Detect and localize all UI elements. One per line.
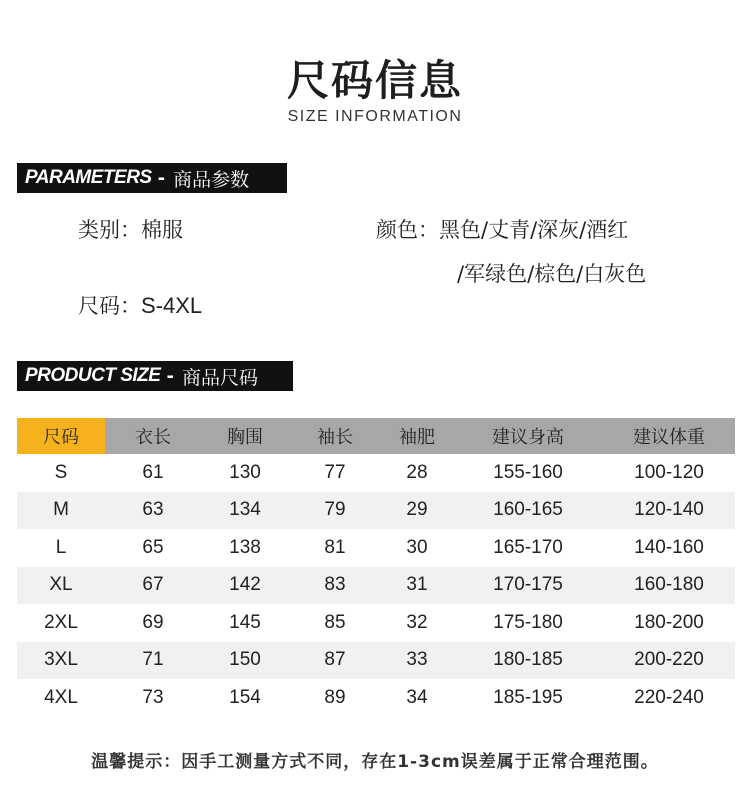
table-row — [17, 529, 735, 567]
table-header-cell: 衣长 — [105, 418, 201, 454]
table-cell: 65 — [105, 529, 201, 567]
param-color — [376, 214, 628, 244]
table-row — [17, 492, 735, 530]
table-cell: 155-160 — [453, 454, 603, 492]
table-header-row — [17, 418, 735, 454]
table-cell: 185-195 — [453, 679, 603, 717]
table-cell: 79 — [289, 492, 381, 530]
product-size-bar-en: PRODUCT SIZE — [25, 365, 161, 386]
table-cell: L — [17, 529, 105, 567]
table-cell: 3XL — [17, 642, 105, 680]
color-value-line2: /军绿色/棕色/白灰色 — [457, 262, 647, 286]
table-cell: 140-160 — [603, 529, 735, 567]
table-cell: 120-140 — [603, 492, 735, 530]
table-cell: 28 — [381, 454, 453, 492]
table-cell: 180-200 — [603, 604, 735, 642]
param-category — [78, 214, 183, 244]
table-cell: 29 — [381, 492, 453, 530]
table-cell: 85 — [289, 604, 381, 642]
table-cell: S — [17, 454, 105, 492]
table-cell: 77 — [289, 454, 381, 492]
table-cell: 200-220 — [603, 642, 735, 680]
size-label: 尺码： — [78, 294, 141, 318]
color-value-line1: 黑色/丈青/深灰/酒红 — [439, 218, 629, 242]
table-cell: 83 — [289, 567, 381, 605]
product-size-section-bar — [17, 361, 293, 391]
table-row — [17, 604, 735, 642]
table-header-cell: 胸围 — [201, 418, 289, 454]
table-cell: 32 — [381, 604, 453, 642]
table-row — [17, 679, 735, 717]
table-cell: 100-120 — [603, 454, 735, 492]
table-cell: 165-170 — [453, 529, 603, 567]
parameters-bar-separator: - — [157, 167, 166, 189]
table-row — [17, 454, 735, 492]
table-cell: 150 — [201, 642, 289, 680]
table-cell: 160-165 — [453, 492, 603, 530]
table-cell: 154 — [201, 679, 289, 717]
table-cell: 33 — [381, 642, 453, 680]
table-header-cell: 建议体重 — [603, 418, 735, 454]
table-cell: 61 — [105, 454, 201, 492]
table-cell: 87 — [289, 642, 381, 680]
parameters-section-bar — [17, 163, 287, 193]
measurement-note: 温馨提示：因手工测量方式不同，存在1-3cm误差属于正常合理范围。 — [91, 752, 659, 772]
table-header-cell: 袖肥 — [381, 418, 453, 454]
table-cell: 175-180 — [453, 604, 603, 642]
category-label: 类别： — [78, 218, 141, 242]
table-cell: 145 — [201, 604, 289, 642]
size-table — [17, 418, 735, 717]
table-cell: 63 — [105, 492, 201, 530]
table-cell: 81 — [289, 529, 381, 567]
table-cell: 67 — [105, 567, 201, 605]
table-cell: 34 — [381, 679, 453, 717]
category-value: 棉服 — [141, 218, 183, 242]
table-cell: 69 — [105, 604, 201, 642]
table-cell: 4XL — [17, 679, 105, 717]
table-cell: 130 — [201, 454, 289, 492]
table-cell: 30 — [381, 529, 453, 567]
page-subtitle: SIZE INFORMATION — [287, 108, 463, 125]
parameters-bar-cn: 商品参数 — [173, 168, 250, 191]
param-color-continued — [457, 258, 646, 288]
table-cell: XL — [17, 567, 105, 605]
table-cell: 2XL — [17, 604, 105, 642]
color-label: 颜色： — [376, 218, 439, 242]
table-cell: 89 — [289, 679, 381, 717]
table-cell: 138 — [201, 529, 289, 567]
table-row — [17, 567, 735, 605]
table-header-cell: 袖长 — [289, 418, 381, 454]
product-size-bar-separator: - — [166, 365, 174, 387]
table-cell: 73 — [105, 679, 201, 717]
table-cell: 31 — [381, 567, 453, 605]
table-cell: 220-240 — [603, 679, 735, 717]
product-size-bar-cn: 商品尺码 — [181, 366, 258, 389]
param-size — [78, 290, 202, 320]
table-row — [17, 642, 735, 680]
page-title: 尺码信息 — [286, 56, 463, 105]
table-cell: 71 — [105, 642, 201, 680]
table-cell: 142 — [201, 567, 289, 605]
table-cell: 180-185 — [453, 642, 603, 680]
table-cell: 160-180 — [603, 567, 735, 605]
table-cell: M — [17, 492, 105, 530]
table-cell: 134 — [201, 492, 289, 530]
size-value: S-4XL — [141, 293, 203, 318]
table-cell: 170-175 — [453, 567, 603, 605]
parameters-bar-en: PARAMETERS — [25, 167, 152, 188]
table-header-cell: 建议身高 — [453, 418, 603, 454]
table-header-cell: 尺码 — [17, 418, 105, 454]
